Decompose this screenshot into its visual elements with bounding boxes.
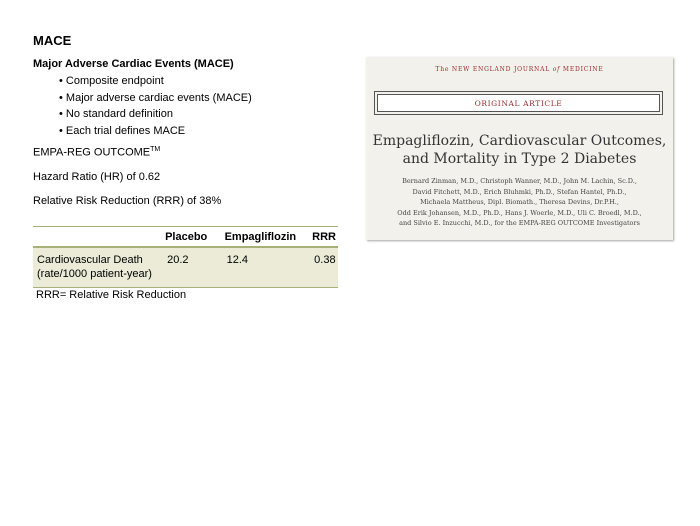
- journal-name-of: of: [552, 66, 561, 73]
- bullet-item: • Composite endpoint: [59, 73, 343, 90]
- author-line: Odd Erik Johansen, M.D., Ph.D., Hans J. Woerle, M.D., Uli C. Broedl, M.D.,: [397, 208, 642, 217]
- article-title: [366, 132, 673, 168]
- article-title-line1: Empagliflozin, Cardiovascular Outcomes,: [372, 133, 667, 149]
- hazard-ratio-text: Hazard Ratio (HR) of 0.62: [33, 171, 161, 183]
- cell-placebo: 20.2: [167, 254, 189, 266]
- article-title-line2: and Mortality in Type 2 Diabetes: [402, 151, 637, 167]
- section-heading: Major Adverse Cardiac Events (MACE): [33, 58, 234, 70]
- article-type-box: [374, 91, 663, 115]
- rrr-text: Relative Risk Reduction (RRR) of 38%: [33, 195, 222, 207]
- author-line: Bernard Zinman, M.D., Christoph Wanner, M.D., John M. Lachin, Sc.D.,: [402, 177, 637, 185]
- author-line: David Fitchett, M.D., Erich Bluhmki, Ph.D., Stefan Hantel, Ph.D.,: [412, 187, 627, 196]
- table-header-rrr: RRR: [312, 231, 336, 243]
- bullet-list: [33, 73, 343, 139]
- outcome-table: [33, 226, 338, 288]
- table-header-blank: [33, 227, 163, 248]
- row-label-line1: Cardiovascular Death: [37, 254, 143, 266]
- bullet-item: • Each trial defines MACE: [59, 123, 343, 140]
- journal-masthead: [366, 66, 673, 73]
- bullet-item: • No standard definition: [59, 106, 343, 123]
- journal-name-pre: The NEW ENGLAND JOURNAL: [435, 66, 551, 73]
- footnote: RRR= Relative Risk Reduction: [36, 289, 187, 301]
- author-line: Michaela Mattheus, Dipl. Biomath., Theresa Devins, Dr.P.H.,: [420, 198, 619, 206]
- article-type-label: ORIGINAL ARTICLE: [377, 94, 660, 112]
- row-label: [33, 247, 163, 288]
- bullet-item: • Major adverse cardiac events (MACE): [59, 90, 343, 107]
- slide-content: [33, 58, 343, 301]
- table-header-empagliflozin: Empagliflozin: [224, 231, 297, 243]
- cell-rrr: 0.38: [314, 254, 336, 266]
- trial-name: [33, 146, 160, 159]
- author-line: and Silvio E. Inzucchi, M.D., for the EMPA-REG OUTCOME Investigators: [399, 219, 640, 227]
- table-row: [33, 247, 338, 288]
- journal-article-excerpt: [366, 57, 673, 240]
- trial-name-text: EMPA-REG OUTCOME: [33, 146, 151, 159]
- row-label-line2: (rate/1000 patient-year): [37, 268, 152, 280]
- table-header-placebo: Placebo: [165, 231, 208, 243]
- table-header-row: [33, 227, 338, 248]
- journal-name-post: MEDICINE: [562, 66, 604, 73]
- cell-empagliflozin: 12.4: [226, 254, 249, 266]
- trademark-mark: TM: [150, 146, 161, 153]
- slide-title: MACE: [33, 33, 72, 48]
- author-list: [376, 176, 663, 229]
